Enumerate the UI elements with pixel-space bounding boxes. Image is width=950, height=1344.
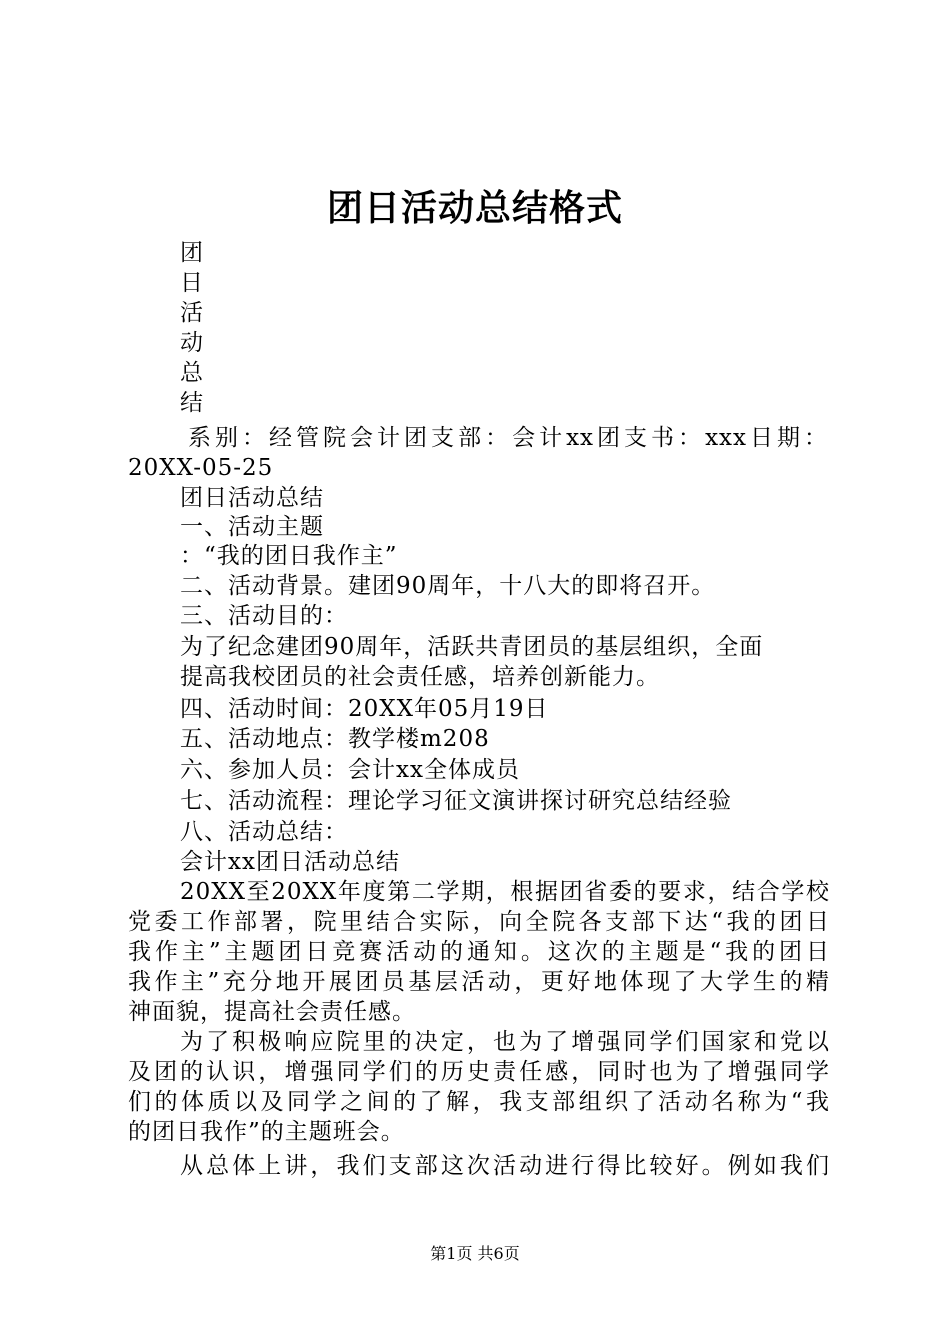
meta-line: 系别：经管院会计团支部：会计xx团支书：xxx日期： bbox=[188, 425, 828, 451]
paragraph-line: 我作主”充分地开展团员基层活动，更好地体现了大学生的精 bbox=[128, 969, 830, 995]
body-line: 四、活动时间：20XX年05月19日 bbox=[180, 696, 549, 722]
vertical-title-char: 动 bbox=[180, 330, 203, 356]
meta-date: 20XX-05-25 bbox=[128, 455, 274, 481]
body-line: 会计xx团日活动总结 bbox=[180, 849, 400, 875]
document-title: 团日活动总结格式 bbox=[326, 187, 623, 229]
body-line: 五、活动地点：教学楼m208 bbox=[180, 726, 490, 752]
vertical-title-char: 活 bbox=[180, 300, 203, 326]
vertical-title-char: 结 bbox=[180, 390, 203, 416]
body-line: 提高我校团员的社会责任感，培养创新能力。 bbox=[180, 664, 660, 690]
paragraph-line: 我作主”主题团日竞赛活动的通知。这次的主题是“我的团日 bbox=[128, 939, 830, 965]
paragraph-line: 们的体质以及同学之间的了解，我支部组织了活动名称为“我 bbox=[128, 1089, 830, 1115]
paragraph-line: 党委工作部署，院里结合实际，向全院各支部下达“我的团日 bbox=[128, 909, 830, 935]
paragraph-line: 为了积极响应院里的决定，也为了增强同学们国家和党以 bbox=[180, 1029, 830, 1055]
page-footer: 第1页 共6页 bbox=[430, 1244, 520, 1263]
vertical-title-char: 团 bbox=[180, 240, 203, 266]
body-line: 六、参加人员：会计xx全体成员 bbox=[180, 757, 520, 783]
body-line: 团日活动总结 bbox=[180, 485, 324, 511]
body-line: 七、活动流程：理论学习征文演讲探讨研究总结经验 bbox=[180, 788, 732, 814]
paragraph-line: 神面貌，提高社会责任感。 bbox=[128, 999, 416, 1025]
paragraph-line: 从总体上讲，我们支部这次活动进行得比较好。例如我们 bbox=[180, 1153, 830, 1179]
body-line: 一、活动主题 bbox=[180, 514, 324, 540]
body-line: 八、活动总结： bbox=[180, 819, 348, 845]
body-line: ：“我的团日我作主” bbox=[180, 543, 398, 569]
body-line: 三、活动目的： bbox=[180, 603, 348, 629]
body-line: 为了纪念建团90周年，活跃共青团员的基层组织，全面 bbox=[180, 634, 764, 660]
body-line: 二、活动背景。建团90周年，十八大的即将召开。 bbox=[180, 573, 716, 599]
vertical-title-char: 总 bbox=[180, 360, 203, 386]
vertical-title-char: 日 bbox=[180, 270, 203, 296]
paragraph-line: 20XX至20XX年度第二学期，根据团省委的要求，结合学校 bbox=[180, 879, 830, 905]
paragraph-line: 及团的认识，增强同学们的历史责任感，同时也为了增强同学 bbox=[128, 1059, 830, 1085]
paragraph-line: 的团日我作”的主题班会。 bbox=[128, 1119, 405, 1145]
